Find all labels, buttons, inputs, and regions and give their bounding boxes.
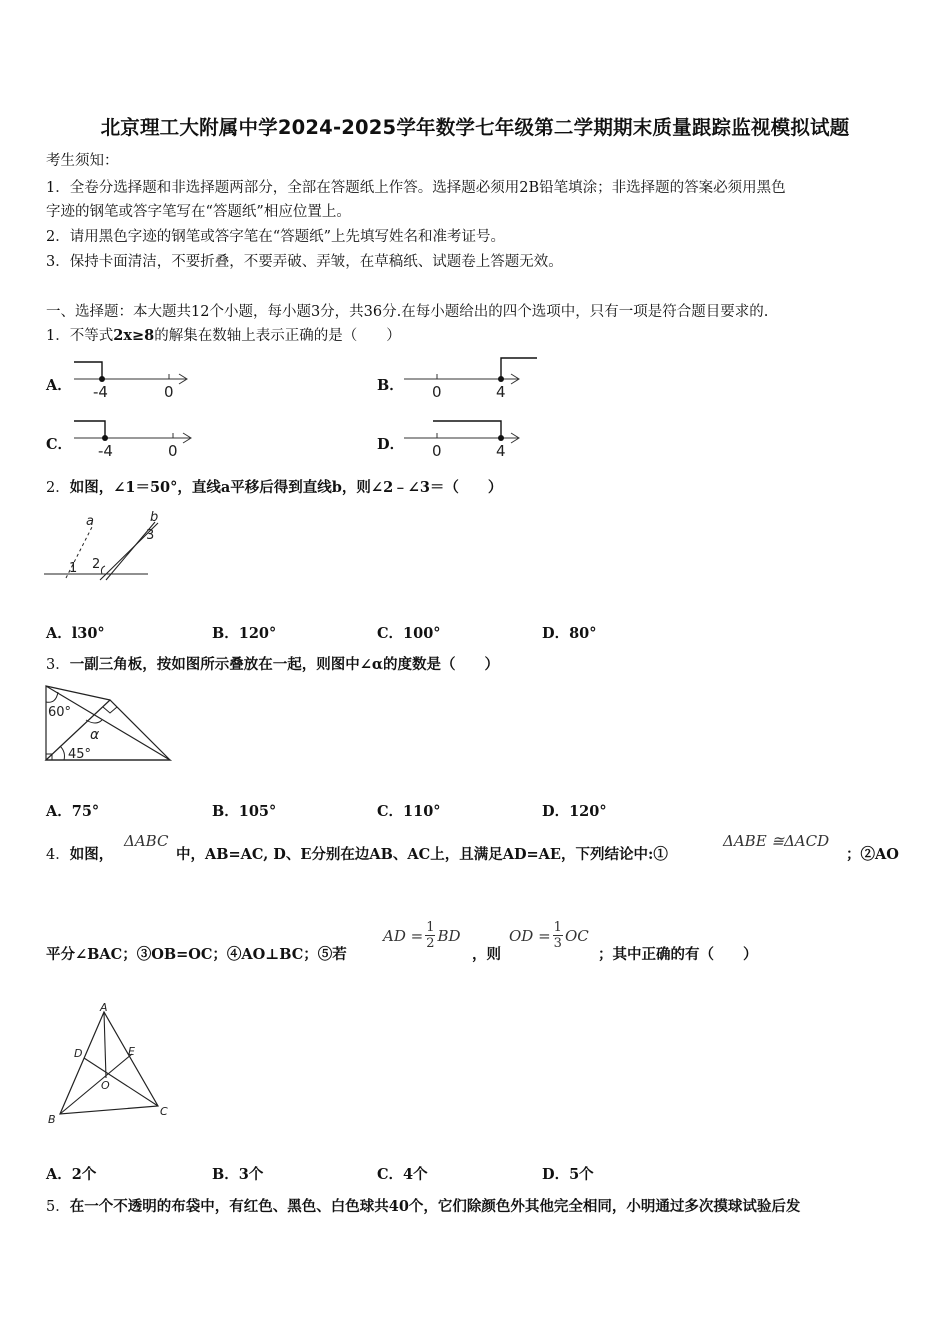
notice-item-2: 2．请用黑色字迹的钢笔或答字笔在“答题纸”上先填写姓名和准考证号。 [46,229,506,245]
math-text: OC [564,926,589,945]
vertex-b-label: B [48,1113,56,1126]
q2-option-c[interactable]: C．100° [377,625,441,642]
number-line-d [400,413,530,459]
number-line-b [400,350,545,400]
q2-option-a[interactable]: A．l30° [46,625,105,642]
question-text: ，则 [472,946,501,963]
number-line-c [68,413,198,459]
math-text: AD = [383,926,424,945]
option-c-label[interactable]: C． [46,436,73,453]
figure-triangle-set [40,682,180,767]
question-text: 平分∠BAC；③OB=OC；④AO⊥BC；⑤若 [46,946,347,963]
q3-option-d[interactable]: D．120° [542,803,607,820]
question-text: 中，AB=AC, D、E分别在边AB、AC上，且满足AD=AE，下列结论中:① [176,846,668,863]
question-number: 1． [46,328,70,344]
question-1 [46,326,401,346]
question-number: 5． [46,1199,70,1215]
vertex-c-label: C [160,1105,168,1118]
denominator: 2 [426,936,435,951]
q4-option-a[interactable]: A．2个 [46,1166,97,1183]
math-text: OD = [509,926,551,945]
tick-label: 0 [168,442,178,460]
question-number: 2． [46,480,70,496]
notice-heading: 考生须知： [46,153,119,169]
question-number: 3． [46,657,70,673]
figure-parallel-lines [40,506,159,586]
angle-1-label: 1 [69,561,78,576]
denominator: 3 [553,936,562,951]
q3-option-b[interactable]: B．105° [212,803,277,820]
question-text: 的解集在数轴上表示正确的是（ ） [154,328,401,344]
vertex-a-label: A [100,1001,108,1014]
question-5 [46,1197,800,1217]
notice-item-3: 3．保持卡面清洁，不要折叠，不要弄破、弄皱，在草稿纸、试题卷上答题无效。 [46,254,563,270]
ad-fraction-expr [383,920,461,951]
numerator: 1 [553,920,562,935]
question-text: ；其中正确的有（ ） [598,946,758,963]
line-b-label: b [150,510,159,525]
math-text: BD [437,926,461,945]
page-title: 北京理工大附属中学2024-2025学年数学七年级第二学期期末质量跟踪监视模拟试题 [100,116,850,139]
angle-3-label: 3 [146,528,155,543]
congruence-expr: ΔABE ≅ΔACD [723,832,830,850]
angle-45-label: 45° [68,747,92,762]
question-text: ；②AO [846,846,899,863]
angle-alpha-label: α [90,727,100,743]
tick-label: 4 [496,383,506,401]
question-text: 如图，∠1＝50°，直线a平移后得到直线b，则∠2﹣∠3＝（ ） [69,479,503,496]
fraction-one-half [425,920,435,951]
fraction-one-third [553,920,563,951]
point-e-label: E [128,1045,135,1058]
q4-option-b[interactable]: B．3个 [212,1166,264,1183]
question-2 [46,478,502,498]
notice-item-1-line-2: 字迹的钢笔或答字笔写在“答题纸”相应位置上。 [46,204,351,220]
question-number: 4． [46,847,70,863]
question-3 [46,655,499,675]
point-o-label: O [101,1079,110,1092]
angle-60-label: 60° [48,705,72,720]
tick-label: 4 [496,442,506,460]
option-b-label[interactable]: B． [377,377,404,394]
question-text: 在一个不透明的布袋中，有红色、黑色、白色球共40个，它们除颜色外其他完全相同，小明通过多次摸球试验后发 [69,1198,801,1215]
section-heading: 一、选择题：本大题共12个小题，每小题3分，共36分.在每小题给出的四个选项中，只有一项是符合题目要求的. [46,304,769,320]
question-text: 一副三角板，按如图所示叠放在一起，则图中∠α的度数是（ ） [69,656,500,673]
line-a-label: a [86,514,94,529]
question-4-start [46,845,113,865]
q4-option-c[interactable]: C．4个 [377,1166,428,1183]
q2-option-d[interactable]: D．80° [542,625,597,642]
q4-option-d[interactable]: D．5个 [542,1166,594,1183]
q3-option-a[interactable]: A．75° [46,803,100,820]
numerator: 1 [426,920,435,935]
angle-2-label: 2 [92,557,101,572]
q2-option-b[interactable]: B．120° [212,625,277,642]
od-fraction-expr [509,920,589,951]
question-text: 如图， [69,846,114,863]
question-text: 不等式 [69,328,114,344]
q3-option-c[interactable]: C．110° [377,803,441,820]
notice-item-1-line-1: 1．全卷分选择题和非选择题两部分，全部在答题纸上作答。选择题必须用2B铅笔填涂；非选择题的答案必须用黑色 [46,180,786,196]
inequality: 2x≥8 [113,327,155,344]
triangle-abc-expr: ΔABC [124,832,169,850]
tick-label: 0 [432,442,442,460]
figure-isosceles-triangle [40,1000,180,1130]
option-a-label[interactable]: A． [46,377,72,394]
tick-label: -4 [98,442,113,460]
option-d-label[interactable]: D． [377,436,405,453]
point-d-label: D [74,1047,83,1060]
number-line-a [68,355,198,400]
tick-label: 0 [432,383,442,401]
tick-label: 0 [164,383,174,401]
tick-label: -4 [93,383,108,401]
